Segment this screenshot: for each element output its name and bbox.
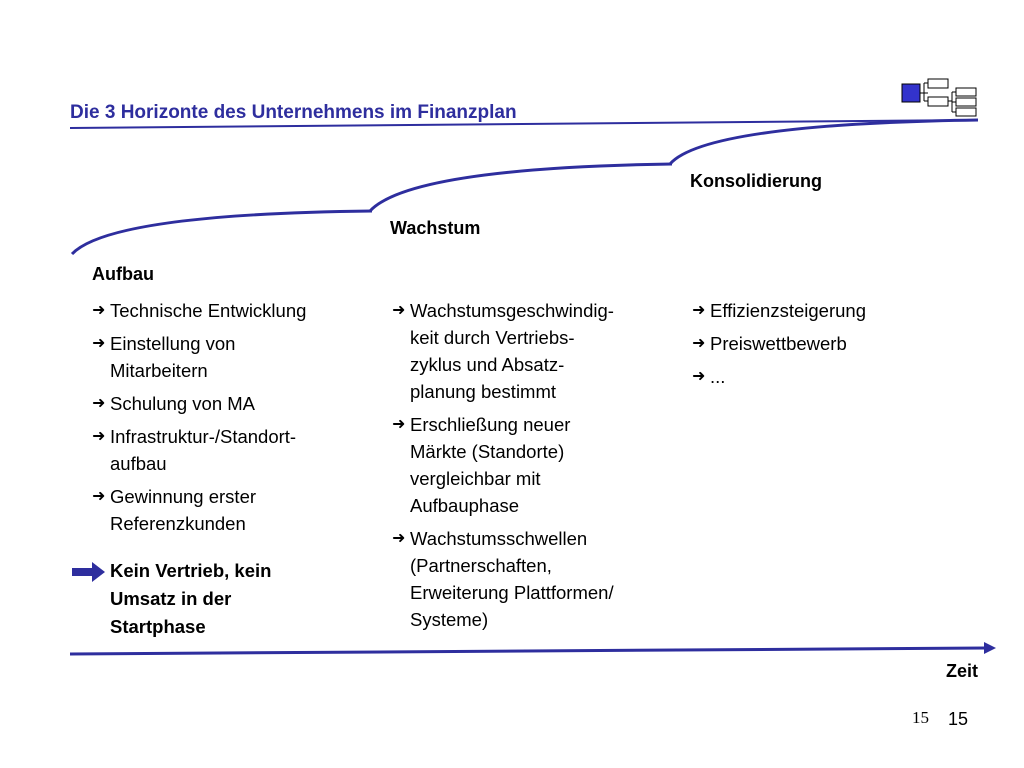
list-item: ➜ Erschließung neuer Märkte (Standorte) vergleichbar mit Aufbauphase (392, 411, 682, 519)
phase-curve-wachstum (370, 164, 672, 211)
list-item: ➜ Einstellung von Mitarbeitern (92, 330, 382, 384)
conclusion-text: Kein Vertrieb, kein Umsatz in der Startphase (110, 560, 272, 637)
page-number: 15 (948, 709, 969, 729)
list-item: ➜ Effizienzsteigerung (692, 297, 982, 324)
list-item: ➜ Preiswettbewerb (692, 330, 982, 357)
phase-column-wachstum (392, 297, 682, 639)
arrow-right-icon: ➜ (392, 416, 406, 433)
list-item: ➜ Wachstumsgeschwindig- keit durch Vertriebs- zyklus und Absatz- planung bestimmt (392, 297, 682, 405)
phase-curve-konsolidierung (670, 120, 978, 164)
arrow-right-icon: ➜ (92, 395, 106, 412)
slide-title: Die 3 Horizonte des Unternehmens im Finanzplan (70, 102, 517, 123)
list-item: ➜ Wachstumsschwellen (Partnerschaften, Erweiterung Plattformen/ Systeme) (392, 525, 682, 633)
arrow-right-icon: ➜ (392, 302, 406, 319)
phase-column-konsolidierung (692, 297, 982, 396)
org-chart-icon (902, 79, 976, 116)
arrow-right-icon: ➜ (392, 530, 406, 547)
list-item: ➜ Schulung von MA (92, 390, 382, 417)
arrow-right-icon: ➜ (692, 335, 706, 352)
list-item: ➜ Technische Entwicklung (92, 297, 382, 324)
time-axis-arrow (70, 642, 996, 654)
list-item: ➜ Infrastruktur-/Standort- aufbau (92, 423, 382, 477)
list-item: ➜ Gewinnung erster Referenzkunden (92, 483, 382, 537)
phase-curve-aufbau (72, 211, 372, 254)
arrow-right-icon: ➜ (92, 335, 106, 352)
phase-column-aufbau (92, 297, 382, 543)
bold-arrow-icon (72, 561, 106, 583)
arrow-right-icon: ➜ (92, 488, 106, 505)
phase-heading-wachstum: Wachstum (390, 218, 481, 238)
phase-heading-konsolidierung: Konsolidierung (690, 171, 822, 191)
conclusion (72, 557, 332, 641)
time-axis-label: Zeit (946, 661, 979, 681)
page-number-serif: 15 (912, 708, 929, 727)
list-item: ➜ ... (692, 363, 982, 390)
arrow-right-icon: ➜ (92, 428, 106, 445)
arrow-right-icon: ➜ (92, 302, 106, 319)
phase-heading-aufbau: Aufbau (92, 264, 154, 284)
arrow-right-icon: ➜ (692, 368, 706, 385)
arrow-right-icon: ➜ (692, 302, 706, 319)
